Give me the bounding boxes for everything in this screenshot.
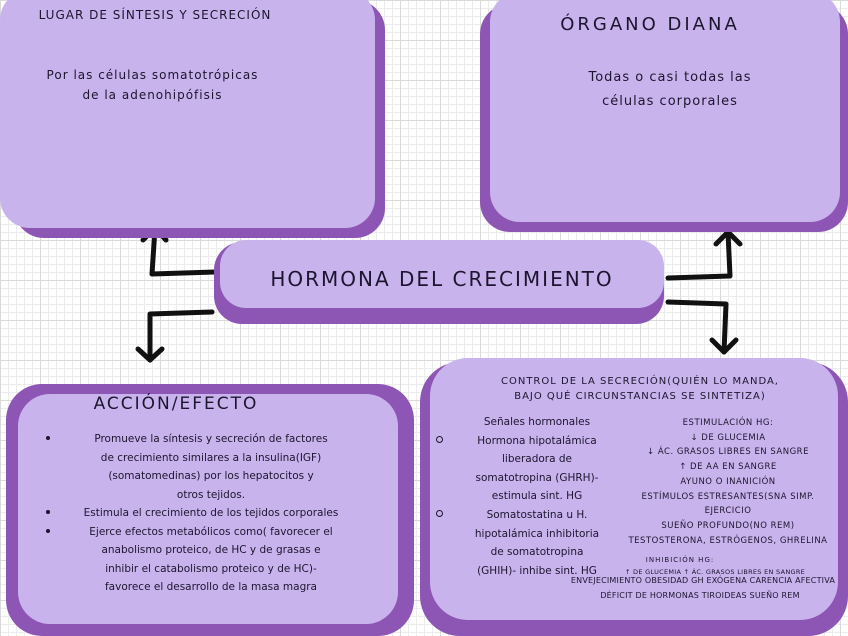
estim-item: TESTOSTERONA, ESTRÓGENOS, GHRELINA [628, 535, 828, 546]
estim-item: EJERCICIO [704, 506, 752, 517]
accion-title: ACCIÓN/EFECTO [93, 394, 259, 414]
lugar-title: LUGAR DE SÍNTESIS Y SECRECIÓN [38, 8, 272, 22]
accion-item: Ejerce efectos metabólicos como( favorecer el anabolismo proteico, de HC y de grasas e inhibir el catabolismo proteico y de HC)- favorece el desarrollo de la masa magra [42, 523, 362, 597]
center-card [212, 236, 664, 326]
control-left-line: de somatotropina [490, 546, 584, 559]
inhib-line: ↑ DE GLUCEMIA ↑ ÁC. GRASOS LIBRES EN SANGRE [624, 568, 806, 576]
center-title: HORMONA DEL CRECIMIENTO [270, 267, 614, 291]
estim-item: ESTÍMULOS ESTRESANTES(SNA SIMP. [641, 491, 815, 502]
estim-item: SUEÑO PROFUNDO(NO REM) [661, 520, 795, 531]
organo-text-1: Todas o casi todas las [588, 70, 752, 85]
lugar-text-1: Por las células somatotrópicas [46, 68, 259, 82]
organo-text-2: células corporales [602, 94, 738, 109]
organo-title: ÓRGANO DIANA [560, 14, 740, 35]
estim-item: ↑ DE AA EN SANGRE [679, 462, 777, 473]
accion-card [6, 384, 414, 636]
organo-card [480, 0, 848, 232]
accion-item: Promueve la síntesis y secreción de factores de crecimiento similares a la insulina(IGF) (somatomedinas) por los hepatocitos y otros tejidos. [42, 430, 362, 504]
control-left-list [434, 413, 614, 580]
estim-item: AYUNO O INANICIÓN [680, 476, 776, 487]
control-left-line: hipotalámica inhibitoria [474, 527, 600, 540]
inhib-line-3: DÉFICIT DE HORMONAS TIROIDEAS SUEÑO REM [600, 591, 800, 600]
control-left-line: liberadora de [501, 453, 572, 466]
control-left-line: Hormona hipotalámica [434, 432, 614, 451]
inhib-line-2: ENVEJECIMIENTO OBESIDAD GH EXÓGENA CARENCIA AFECTIVA [570, 576, 836, 585]
accion-item: Estimula el crecimiento de los tejidos corporales [42, 504, 362, 523]
accion-list [42, 430, 362, 597]
control-title-1: CONTROL DE LA SECRECIÓN(QUIÉN LO MANDA, [500, 376, 779, 387]
control-left-line: Somatostatina u H. [434, 506, 614, 525]
control-title-2: BAJO QUÉ CIRCUNSTANCIAS SE SINTETIZA) [514, 391, 766, 402]
estim-item: ↓ ÁC. GRASOS LIBRES EN SANGRE [647, 447, 809, 458]
estim-block [616, 416, 840, 548]
lugar-card [0, 0, 385, 238]
control-card [420, 358, 848, 636]
control-left-line: somatotropina (GHRH)- [475, 471, 599, 484]
lugar-text-2: de la adenohipófisis [82, 88, 223, 102]
estim-title: ESTIMULACIÓN HG: [682, 418, 774, 428]
control-left-line: (GHIH)- inhibe sint. HG [477, 564, 597, 577]
control-left-line: estimula sint. HG [491, 490, 583, 503]
control-left-line: Señales hormonales [483, 416, 591, 428]
estim-item: ↓ DE GLUCEMIA [690, 432, 766, 443]
inhib-title: INHIBICIÓN HG: [645, 556, 715, 564]
